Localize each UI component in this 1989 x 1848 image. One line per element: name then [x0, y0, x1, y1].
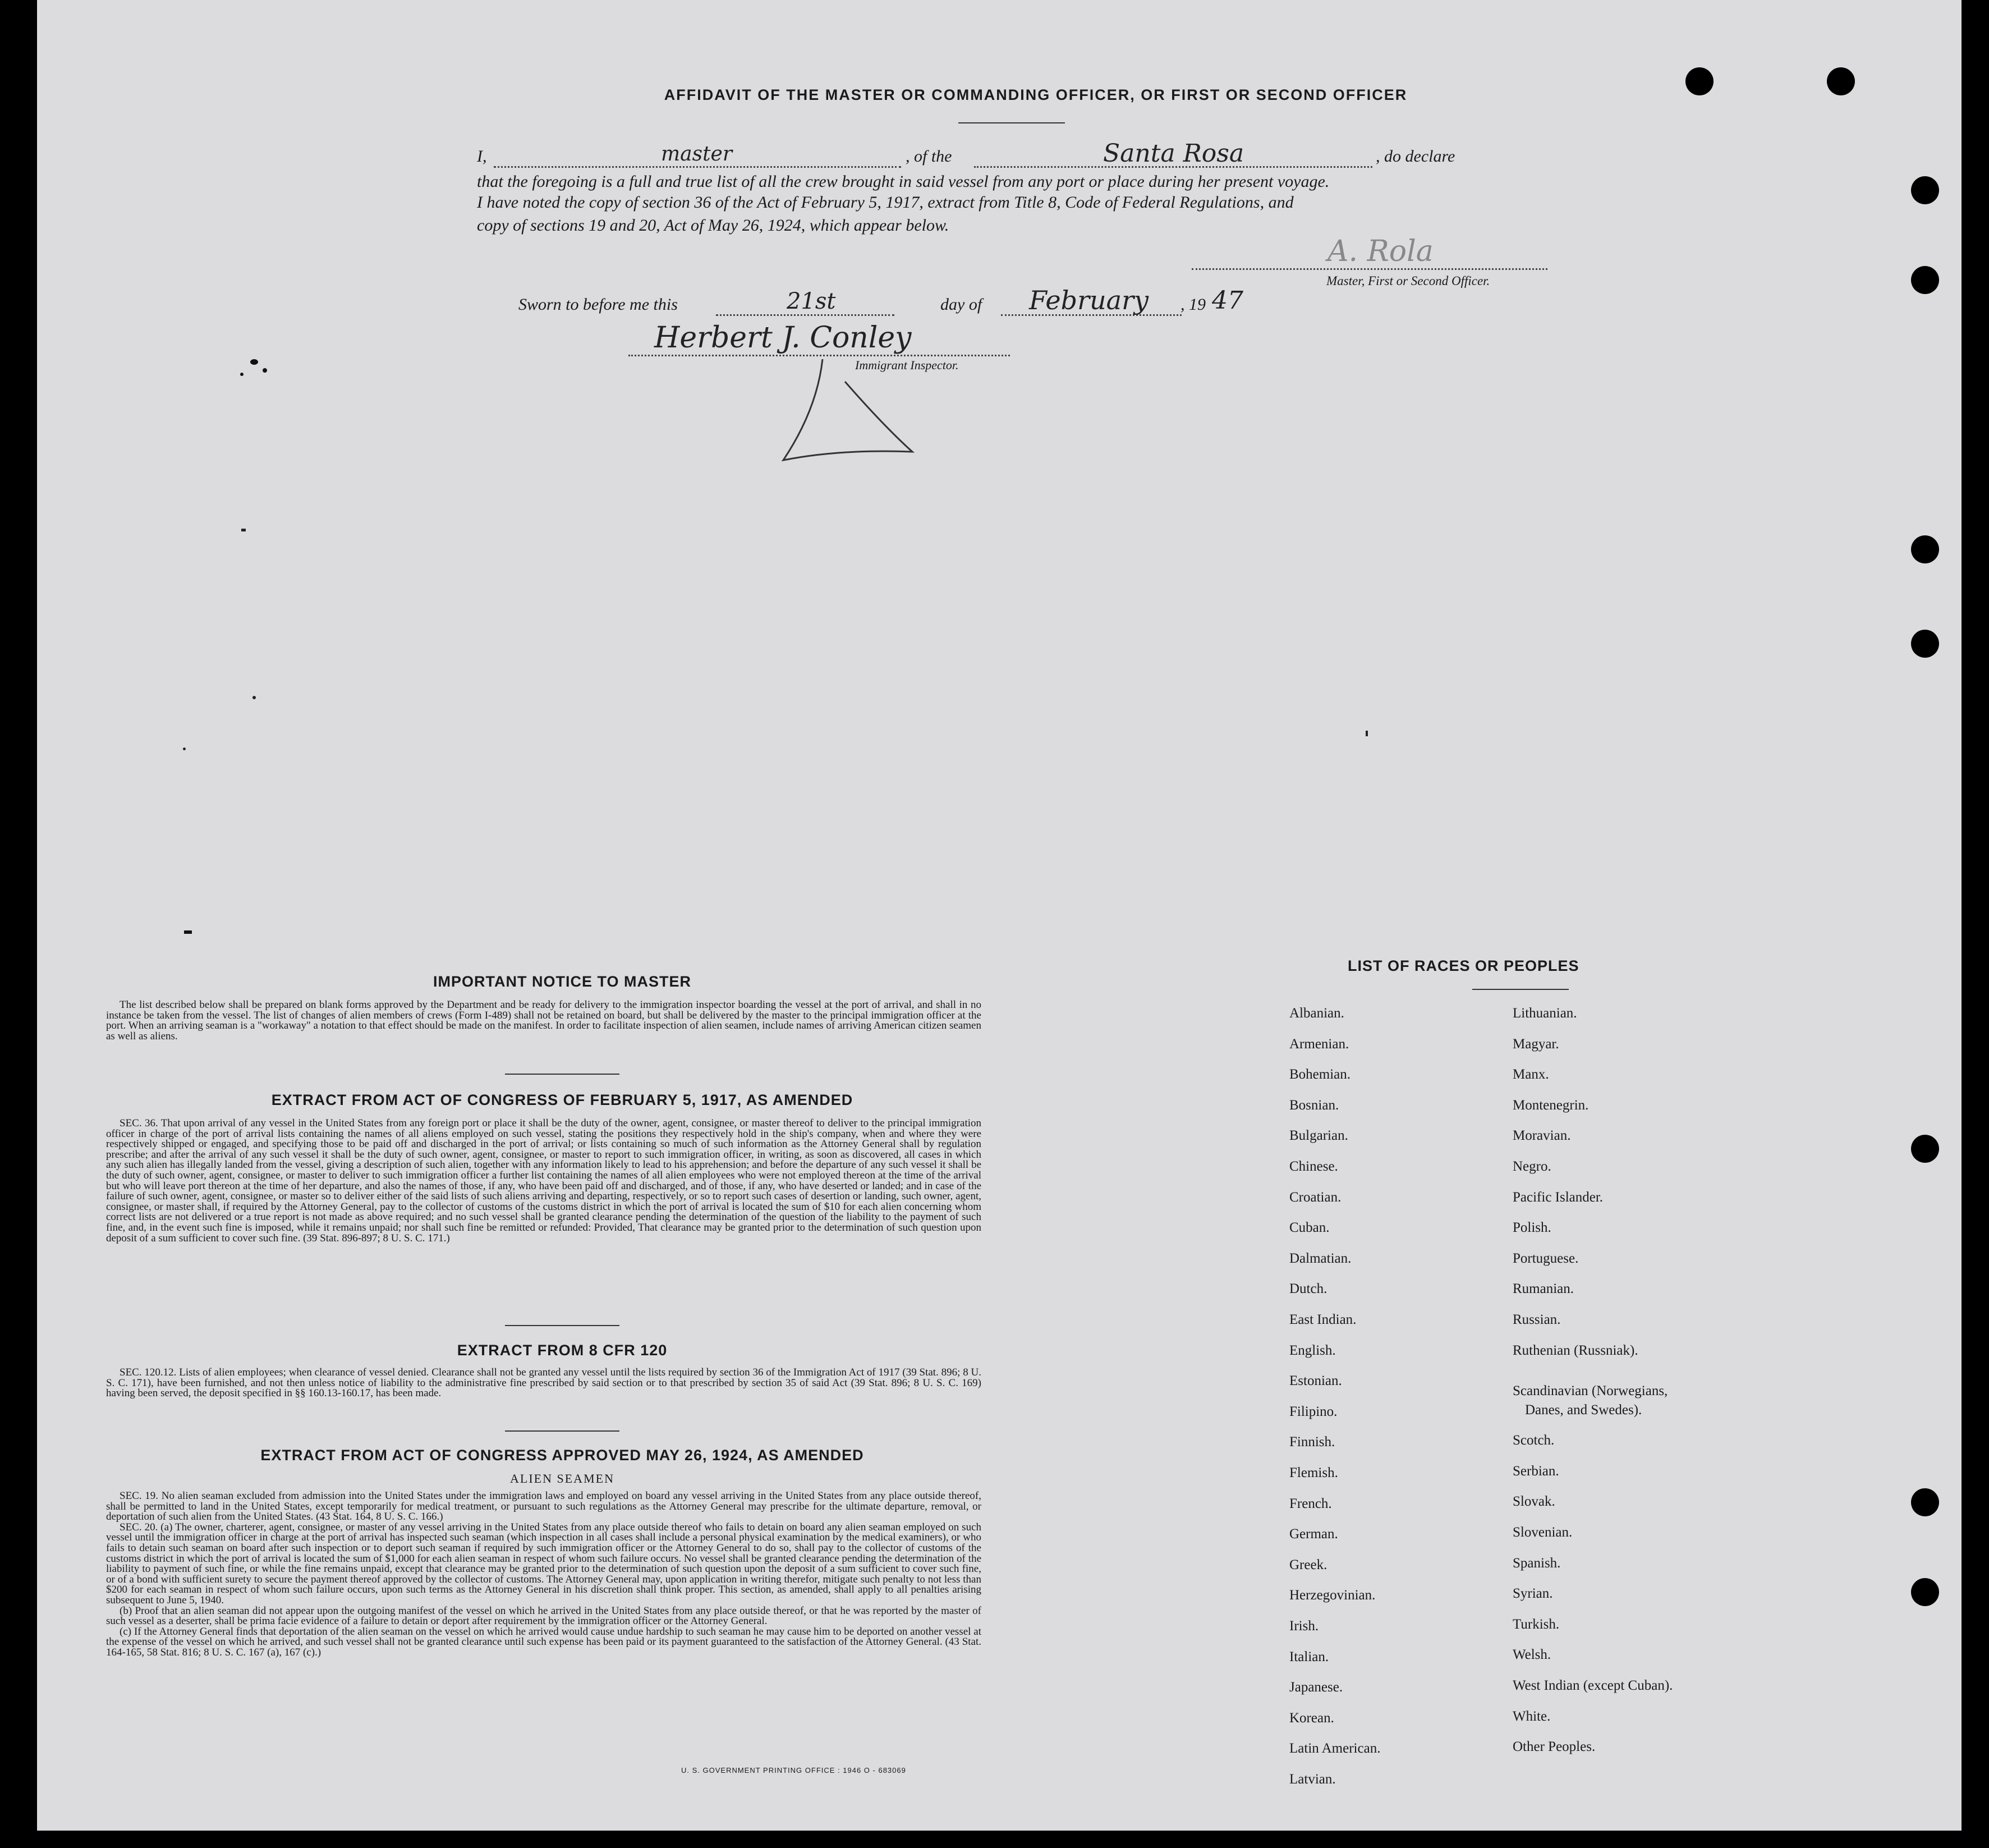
affidavit-title: AFFIDAVIT OF THE MASTER OR COMMANDING OFFICER, OR FIRST OR SECOND OFFICER	[664, 86, 1408, 103]
race-item: Turkish.	[1513, 1616, 1560, 1632]
ink-speck	[240, 373, 244, 376]
line1-prefix: I,	[477, 147, 487, 166]
race-item: Latvian.	[1289, 1772, 1336, 1787]
race-item: Italian.	[1289, 1649, 1329, 1664]
ink-speck	[252, 696, 256, 699]
extract-1924-title: EXTRACT FROM ACT OF CONGRESS APPROVED MAY 26, 1924, AS AMENDED	[260, 1447, 864, 1464]
extract-cfr-title: EXTRACT FROM 8 CFR 120	[457, 1342, 668, 1359]
race-item: Polish.	[1513, 1220, 1551, 1236]
race-item: Pacific Islander.	[1513, 1189, 1604, 1205]
form-page	[37, 0, 1962, 1831]
declaration-line-4: copy of sections 19 and 20, Act of May 26, 1924, which appear below.	[477, 216, 949, 235]
race-item: Welsh.	[1513, 1647, 1551, 1663]
race-item: Chinese.	[1289, 1159, 1338, 1174]
sworn-prefix: Sworn to before me this	[518, 295, 678, 314]
section-19-paragraph: SEC. 19. No alien seaman excluded from admission into the United States under the immigration laws and employed on board any vessel arriving in the United States from any place outside thereof, shall be permitted to land in the United States, except temporarily for medical treatment, or pursuant to such regulations as the Attorney General may prescribe for the ultimate departure, removal, or deportation of such alien from the United States. (43 Stat. 164, 8 U. S. C. 166.)	[106, 1490, 981, 1523]
rank-field[interactable]: master	[661, 143, 733, 166]
ink-speck	[183, 748, 186, 750]
inspector-signature[interactable]: Herbert J. Conley	[654, 321, 912, 355]
ink-speck	[263, 368, 267, 373]
race-item: Montenegrin.	[1513, 1097, 1589, 1113]
race-item: Greek.	[1289, 1557, 1327, 1572]
races-list	[37, 0, 1962, 1831]
extract-1917-title: EXTRACT FROM ACT OF CONGRESS OF FEBRUARY 5, 1917, AS AMENDED	[271, 1092, 853, 1108]
section-20a-paragraph: SEC. 20. (a) The owner, charterer, agent, consignee, or master of any vessel arriving in the United States from any place outside thereof who fails to detain on board any alien seaman employed on such vessel until the immigration officer in charge at the port of arrival has inspected such seaman (which inspection in all cases shall include a personal physical examination by the medical examiners), or who fails to detain such seaman on board after such inspection or to deport such seaman if required by such immigration officer or the Attorney General to do so, shall pay to the collector of customs of the customs district in which the port of arrival is located the sum of $1,000 for each alien seaman in respect of whom such failure occurs. No vessel shall be granted clearance pending the determination of the liability to payment of such fine, or while the fine remains unpaid, except that clearance may be granted prior to the determination of such question upon the deposit of a sum sufficient to cover such fine, or of a bond with sufficient surety to secure the payment thereof approved by the collector of customs. The Attorney General may, upon application in writing therefor, mitigate such penalty to not less than $200 for each seaman in respect of whom such failure occurs, upon such terms as the Attorney General in his discretion shall think proper. This section, as amended, shall apply to all penalties arising subsequent to June 5, 1940.	[106, 1521, 981, 1606]
race-item: Latin American.	[1289, 1741, 1381, 1757]
ink-speck	[250, 359, 258, 365]
race-item: Other Peoples.	[1513, 1739, 1596, 1755]
ink-speck	[1366, 731, 1368, 736]
ink-speck	[184, 930, 192, 934]
race-item: Dalmatian.	[1289, 1250, 1352, 1266]
race-item: Portuguese.	[1513, 1250, 1579, 1266]
race-item: Scandinavian (Norwegians,	[1513, 1383, 1668, 1399]
race-item: Russian.	[1513, 1312, 1561, 1327]
race-item: Serbian.	[1513, 1463, 1559, 1479]
race-item: Armenian.	[1289, 1036, 1349, 1052]
race-item: Moravian.	[1513, 1128, 1571, 1144]
race-item: Albanian.	[1289, 1006, 1344, 1021]
race-item: West Indian (except Cuban).	[1513, 1678, 1673, 1693]
month-field[interactable]: February	[1029, 285, 1149, 315]
race-item: East Indian.	[1289, 1312, 1357, 1327]
race-item: Magyar.	[1513, 1036, 1559, 1052]
race-item: Finnish.	[1289, 1434, 1335, 1450]
section-36-paragraph: SEC. 36. That upon arrival of any vessel in the United States from any foreign port or place it shall be the duty of the owner, agent, consignee, or master thereof to deliver to the principal immigration officer in charge of the port of arrival lists containing the names of all aliens employed on such vessel, stating the positions they respectively hold in the ship's company, when and where they were respectively shipped or engaged, and specifying those to be paid off and discharged in the port of arrival; or lists containing so much of such information as the Attorney General shall by regulation prescribe; and after the arrival of any such vessel it shall be the duty of such owner, agent, consignee, or master to report to such immigration officer, in writing, as soon as discovered, all cases in which any such alien has illegally landed from the vessel, giving a description of such alien, together with any information likely to lead to his apprehension; and before the departure of any such vessel it shall be the duty of such owner, agent, consignee, or master to deliver to such immigration officer a further list containing the names of all alien employees who were not employed thereon at the time of the arrival but who will leave port thereon at the time of her departure, and also the names of those, if any, who have been paid off and discharged, and of those, if any, who have deserted or landed; and in case of the failure of such owner, agent, consignee, or master so to deliver either of the said lists of such aliens arriving and departing, respectively, or so to report such cases of desertion or landing, such owner, agent, consignee, or master shall, if required by the Attorney General, pay to the collector of customs of the customs district in which the port of arrival is located the sum of $10 for each alien concerning whom correct lists are not delivered or a true report is not made as above required; and no such vessel shall be granted clearance pending the determination of the question of the liability to the payment of such fine, and, in the event such fine is imposed, while it remains unpaid; nor shall such fine be remitted or refunded: Provided, That clearance may be granted prior to the determination of such question upon deposit of a sum sufficient to cover such fine. (39 Stat. 896-897; 8 U. S. C. 171.)	[106, 1117, 981, 1244]
race-item: White.	[1513, 1708, 1551, 1724]
race-item: Herzegovinian.	[1289, 1588, 1376, 1603]
officer-caption: Master, First or Second Officer.	[1326, 274, 1490, 288]
section-20b-paragraph: (b) Proof that an alien seaman did not appear upon the outgoing manifest of the vessel on which he arrived in the United States from any place outside thereof, or that he was reported by the master of such vessel as a deserter, shall be prima facie evidence of a failure to detain or deport after requirement by the immigration officer or the Attorney General.	[106, 1604, 981, 1627]
ink-speck	[241, 529, 246, 531]
year-field[interactable]: 47	[1212, 286, 1243, 315]
officer-signature[interactable]: A. Rola	[1327, 235, 1434, 268]
declaration-line-2: that the foregoing is a full and true list of all the crew brought in said vessel from any port or place during her present voyage.	[477, 172, 1330, 191]
inspector-caption: Immigrant Inspector.	[855, 358, 959, 372]
vessel-field[interactable]: Santa Rosa	[1103, 139, 1244, 168]
race-item: Flemish.	[1289, 1465, 1338, 1480]
race-item: Korean.	[1289, 1710, 1334, 1726]
race-item: German.	[1289, 1526, 1338, 1542]
race-item: Irish.	[1289, 1618, 1319, 1634]
notice-title: IMPORTANT NOTICE TO MASTER	[433, 973, 691, 990]
race-item: Negro.	[1513, 1159, 1551, 1174]
race-item: French.	[1289, 1496, 1332, 1511]
day-field[interactable]: 21st	[787, 288, 836, 314]
notice-paragraph: The list described below shall be prepared on blank forms approved by the Department and be ready for delivery to the immigration inspector boarding the vessel at the port of arrival, and shall in no instance be taken from the vessel. The list of changes of alien members of crews (Form I-489) shall not be retained on board, but shall be delivered by the master to the principal immigration officer at the port. When an arriving seaman is a "workaway" a notation to that effect should be made on the manifest. In order to facilitate inspection of alien seamen, include names of arriving American citizen seamen as well as aliens.	[106, 999, 981, 1042]
race-item: Rumanian.	[1513, 1281, 1574, 1297]
race-item: Estonian.	[1289, 1373, 1342, 1389]
printer-imprint: U. S. GOVERNMENT PRINTING OFFICE : 1946 O - 683069	[681, 1766, 906, 1774]
race-item: Slovak.	[1513, 1494, 1555, 1510]
section-120-12-paragraph: SEC. 120.12. Lists of alien employees; when clearance of vessel denied. Clearance shall not be granted any vessel until the lists required by section 36 of the Immigration Act of 1917 (39 Stat. 896; 8 U. S. C. 171), have been furnished, and not then unless notice of liability to the administrative fine prescribed by said section or to that prescribed by section 35 of said Act (39 Stat. 896; 8 U. S. C. 169) having been served, the deposit specified in §§ 160.13-160.17, has been made.	[106, 1366, 981, 1400]
race-item: Bulgarian.	[1289, 1128, 1348, 1144]
race-item: Lithuanian.	[1513, 1006, 1577, 1021]
race-item: Bohemian.	[1289, 1067, 1351, 1083]
line1-mid: , of the	[906, 147, 952, 166]
races-title: LIST OF RACES OR PEOPLES	[1348, 957, 1579, 974]
race-item: Manx.	[1513, 1067, 1549, 1083]
race-item: Cuban.	[1289, 1220, 1330, 1236]
race-item: Dutch.	[1289, 1281, 1327, 1297]
year-prefix: , 19	[1180, 295, 1206, 314]
alien-seamen-subtitle: ALIEN SEAMEN	[510, 1471, 614, 1485]
race-item: Spanish.	[1513, 1555, 1561, 1571]
day-of-label: day of	[940, 295, 982, 314]
race-item: Scotch.	[1513, 1433, 1555, 1448]
race-item: Slovenian.	[1513, 1525, 1573, 1540]
race-item: Ruthenian (Russniak).	[1513, 1342, 1638, 1358]
race-item: Japanese.	[1289, 1680, 1343, 1695]
line1-suffix: , do declare	[1376, 147, 1455, 166]
race-item: Bosnian.	[1289, 1097, 1339, 1113]
race-item: English.	[1289, 1342, 1336, 1358]
race-item: Filipino.	[1289, 1404, 1338, 1419]
declaration-line-3: I have noted the copy of section 36 of the Act of February 5, 1917, extract from Title 8, Code of Federal Regulations, and	[477, 193, 1294, 212]
race-item: Croatian.	[1289, 1189, 1342, 1205]
race-item: Syrian.	[1513, 1586, 1553, 1602]
section-20c-paragraph: (c) If the Attorney General finds that deportation of the alien seaman on the vessel on which he arrived would cause undue hardship to such seaman he may cause him to be deported on another vessel at the expense of the vessel on which he arrived, and such vessel shall not be granted clearance until such expense has been paid or its payment guaranteed to the satisfaction of the Attorney General. (43 Stat. 164-165, 58 Stat. 816; 8 U. S. C. 167 (a), 167 (c).)	[106, 1625, 981, 1658]
race-item: Danes, and Swedes).	[1525, 1402, 1642, 1418]
